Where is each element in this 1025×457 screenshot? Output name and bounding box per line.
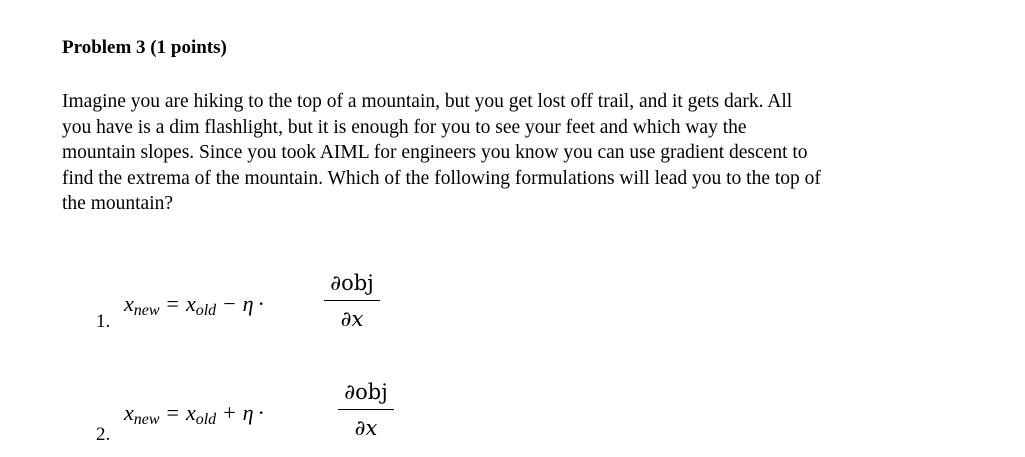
option-1-operator: − [223, 291, 236, 316]
problem-title: Problem 3 (1 points) [62, 37, 227, 58]
option-2-number: 2. [96, 424, 111, 445]
option-2-sub-old: old [195, 411, 217, 428]
statement-line-4: find the extrema of the mountain. Which of the following formulations will lead you to the top of [62, 167, 821, 189]
option-1-eta: η [242, 291, 254, 316]
option-2-eta: η [242, 400, 254, 425]
statement-line-5: the mountain? [62, 193, 174, 214]
option-2-equals: = [166, 400, 179, 425]
option-2-x-old: x [185, 400, 196, 425]
problem-statement [62, 89, 962, 217]
statement-line-1: Imagine you are hiking to the top of a mountain, but you get lost off trail, and it gets dark. All [62, 91, 793, 112]
option-1-numerator: ∂obj [330, 271, 374, 295]
option-1-sub-new: new [133, 302, 160, 319]
option-1-denominator: ∂x [340, 307, 364, 332]
option-2-dot: · [257, 400, 265, 425]
option-1-sub-old: old [195, 302, 217, 319]
option-1-dot: · [257, 291, 265, 316]
option-2-fraction-bar [338, 409, 394, 410]
option-2-denominator: ∂x [354, 416, 378, 441]
option-2-x-new: x [124, 400, 134, 425]
option-2-numerator: ∂obj [344, 380, 388, 404]
option-1-fraction-bar [324, 300, 380, 301]
option-2-lhs [124, 399, 269, 430]
option-2-sub-new: new [133, 411, 160, 428]
statement-line-3: mountain slopes. Since you took AIML for engineers you know you can use gradient descent to [62, 142, 808, 163]
option-1-equals: = [166, 291, 179, 316]
option-1-number: 1. [96, 311, 111, 332]
option-2-operator: + [223, 400, 236, 425]
option-1-x-old: x [185, 291, 196, 316]
option-1-x-new: x [124, 291, 134, 316]
option-2-fraction [338, 377, 394, 443]
option-1-fraction [324, 268, 380, 334]
statement-line-2: you have is a dim flashlight, but it is enough for you to see your feet and which way the [62, 116, 747, 138]
option-1-lhs [124, 290, 269, 321]
